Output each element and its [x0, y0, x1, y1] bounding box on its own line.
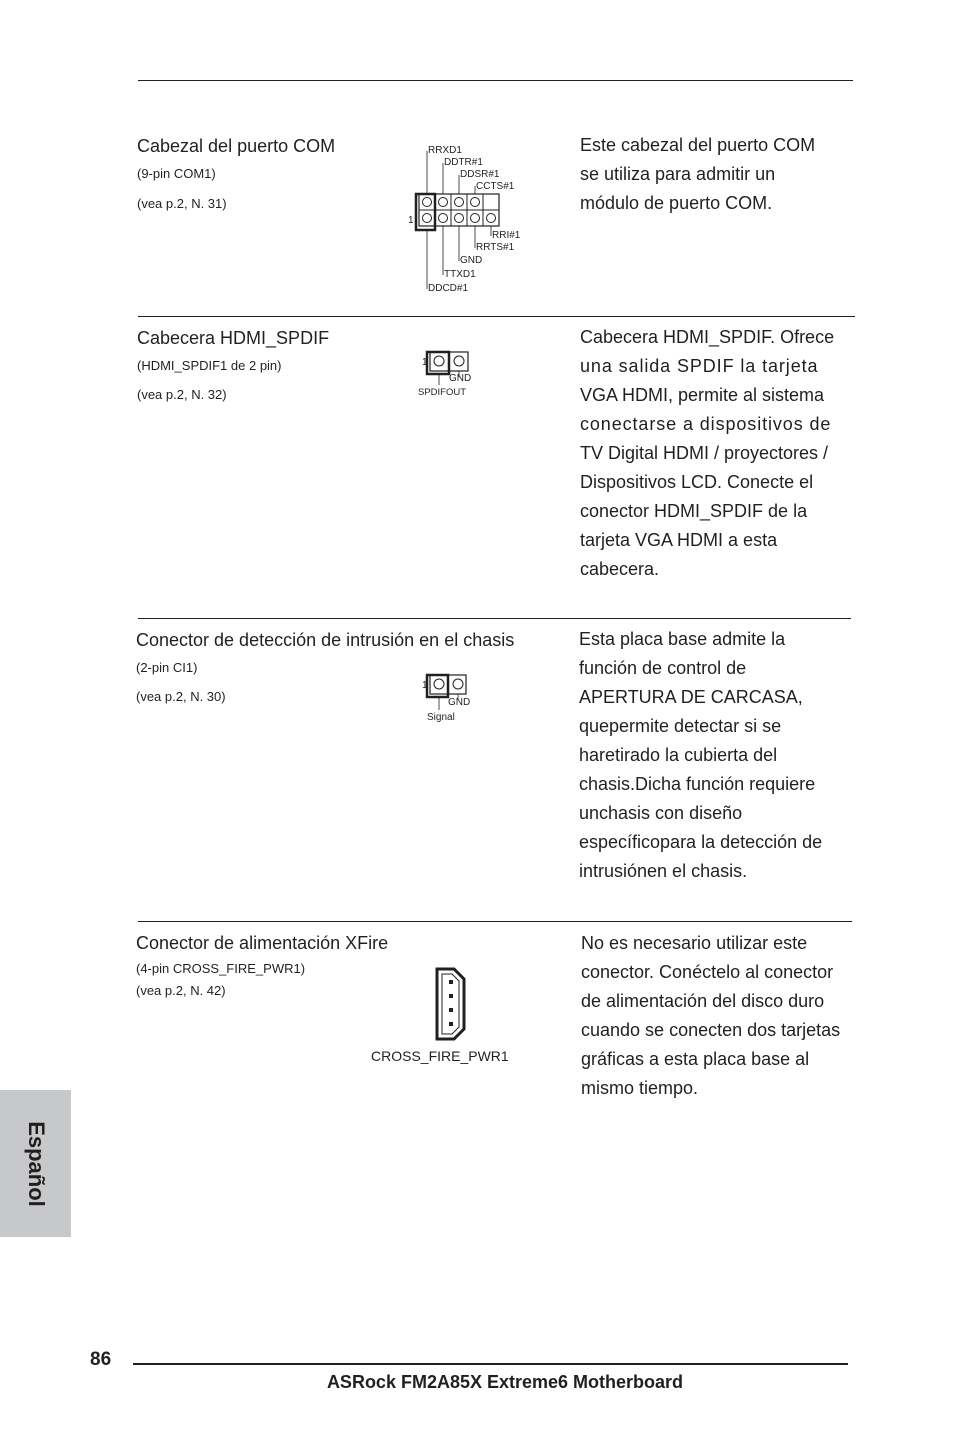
top-rule	[138, 80, 853, 81]
com-label-ttxd1: TTXD1	[444, 269, 476, 280]
com-header-diagram	[408, 143, 528, 293]
language-side-tab	[0, 1090, 71, 1237]
hdmi-spdif-pins: (HDMI_SPDIF1 de 2 pin)	[137, 358, 282, 373]
com-label-ddtr1: DDTR#1	[444, 157, 483, 168]
xfire-power-description: No es necesario utilizar este conector. Conéctelo al conector de alimentación del disco duro cuando se conecten dos tarjetas gráficas a esta placa base al mismo tiempo.	[581, 933, 841, 1098]
com-header-title: Cabezal del puerto COM	[137, 136, 336, 156]
com-label-pin1: 1	[408, 215, 414, 226]
chassis-intrusion-pins: (2-pin CI1)	[136, 660, 198, 675]
com-label-gnd: GND	[460, 255, 483, 266]
section-rule-1	[138, 316, 855, 317]
xfire-power-title: Conector de alimentación XFire	[136, 933, 389, 953]
hdmi-spdif-pin1-label: 1	[422, 357, 428, 368]
chassis-intrusion-description: Esta placa base admite la función de control de APERTURA DE CARCASA, quepermite detectar si se haretirado la cubierta del chasis.Dicha función requiere unchasis con diseño específicopara la detección de intrusiónen el chasis.	[579, 629, 823, 881]
footer-product-name: ASRock FM2A85X Extreme6 Motherboard	[326, 1372, 684, 1392]
xfire-power-ref: (vea p.2, N. 42)	[136, 983, 226, 998]
com-label-rri1: RRI#1	[492, 230, 521, 241]
chassis-intrusion-title: Conector de detección de intrusión en el chasis	[136, 630, 515, 650]
hdmi-spdif-diagram	[414, 349, 484, 399]
chassis-pin1-label: 1	[422, 680, 428, 691]
com-label-ddsr1: DDSR#1	[460, 169, 500, 180]
hdmi-spdif-description: Cabecera HDMI_SPDIF. Ofrece una salida SPDIF la tarjeta VGA HDMI, permite al sistema conectarse a dispositivos de TV Digital HDMI / proyectores / Dispositivos LCD. Conecte el conector HDMI_SPDIF de la tarjeta VGA HDMI a esta cabecera.	[580, 327, 835, 579]
hdmi-spdif-ref: (vea p.2, N. 32)	[137, 387, 227, 402]
language-tab-label: Español	[23, 1120, 49, 1207]
chassis-intrusion-diagram	[418, 672, 488, 722]
com-label-rrts1: RRTS#1	[476, 242, 515, 253]
xfire-power-connector-diagram	[434, 966, 468, 1042]
hdmi-spdif-gnd-label: GND	[449, 373, 472, 384]
chassis-signal-label: Signal	[427, 712, 455, 723]
com-label-ccts1: CCTS#1	[476, 181, 515, 192]
hdmi-spdif-spdifout-label: SPDIFOUT	[418, 387, 467, 398]
footer-rule	[133, 1363, 848, 1365]
com-label-rrxd1: RRXD1	[428, 145, 462, 156]
com-header-pins: (9-pin COM1)	[137, 166, 216, 181]
com-header-description: Este cabezal del puerto COM se utiliza para admitir un módulo de puerto COM.	[580, 135, 816, 213]
section-rule-3	[138, 921, 852, 922]
com-label-ddcd1: DDCD#1	[428, 283, 469, 294]
page-number: 86	[90, 1349, 112, 1370]
section-rule-2	[138, 618, 851, 619]
xfire-power-pins: (4-pin CROSS_FIRE_PWR1)	[136, 961, 306, 976]
xfire-power-connector-label: CROSS_FIRE_PWR1	[371, 1048, 509, 1064]
chassis-gnd-label: GND	[448, 697, 471, 708]
com-header-ref: (vea p.2, N. 31)	[137, 196, 227, 211]
chassis-intrusion-ref: (vea p.2, N. 30)	[136, 689, 226, 704]
hdmi-spdif-title: Cabecera HDMI_SPDIF	[137, 328, 330, 348]
